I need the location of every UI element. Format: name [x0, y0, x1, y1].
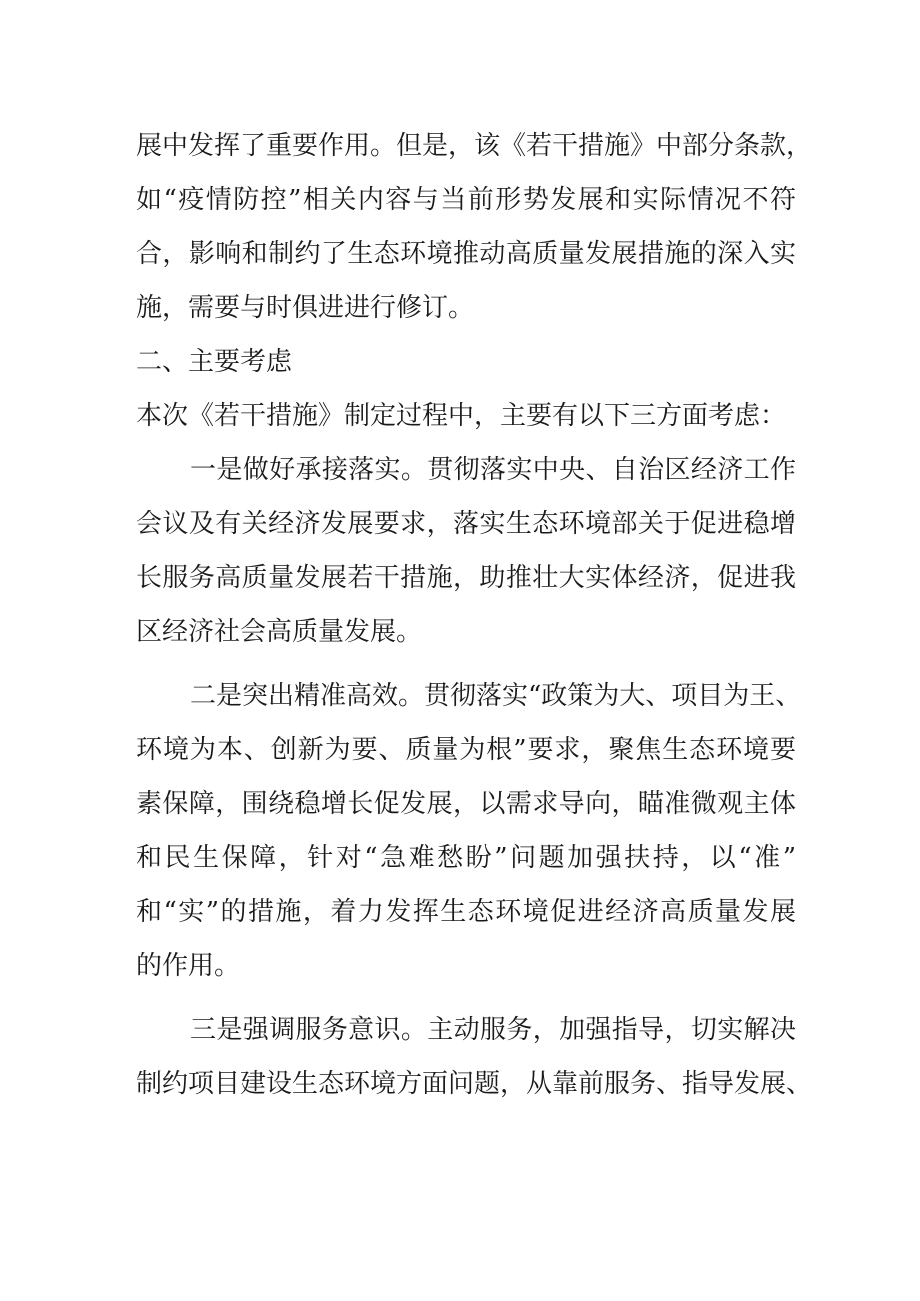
text-line: 环境为本、创新为要、质量为根”要求，聚焦生态环境要	[136, 735, 796, 765]
text-line: 如“疫情防控”相关内容与当前形势发展和实际情况不符	[136, 185, 796, 215]
text-line: 制约项目建设生态环境方面问题，从靠前服务、指导发展、	[136, 1069, 813, 1099]
text-line: 素保障，围绕稳增长促发展，以需求导向，瞄准微观主体	[136, 789, 796, 819]
text-line: 区经济社会高质量发展。	[136, 617, 423, 647]
text-line: 三是强调服务意识。主动服务，加强指导，切实解决	[190, 1015, 796, 1045]
text-line: 施，需要与时俱进进行修订。	[136, 293, 475, 323]
text-line: 和民生保障，针对“急难愁盼”问题加强扶持，以“准”	[136, 843, 796, 873]
text-line: 的作用。	[136, 951, 241, 981]
text-line: 展中发挥了重要作用。但是，该《若干措施》中部分条款，	[136, 131, 813, 161]
text-line: 长服务高质量发展若干措施，助推壮大实体经济，促进我	[136, 563, 796, 593]
section-heading: 二、主要考虑	[136, 347, 293, 377]
document-body	[136, 119, 813, 1111]
text-line: 合，影响和制约了生态环境推动高质量发展措施的深入实	[136, 239, 796, 269]
text-line: 二是突出精准高效。贯彻落实“政策为大、项目为王、	[190, 681, 802, 711]
text-line: 会议及有关经济发展要求，落实生态环境部关于促进稳增	[136, 509, 796, 539]
text-line: 和“实”的措施，着力发挥生态环境促进经济高质量发展	[136, 897, 796, 927]
text-line: 一是做好承接落实。贯彻落实中央、自治区经济工作	[190, 455, 796, 485]
text-line: 本次《若干措施》制定过程中，主要有以下三方面考虑：	[136, 401, 787, 431]
